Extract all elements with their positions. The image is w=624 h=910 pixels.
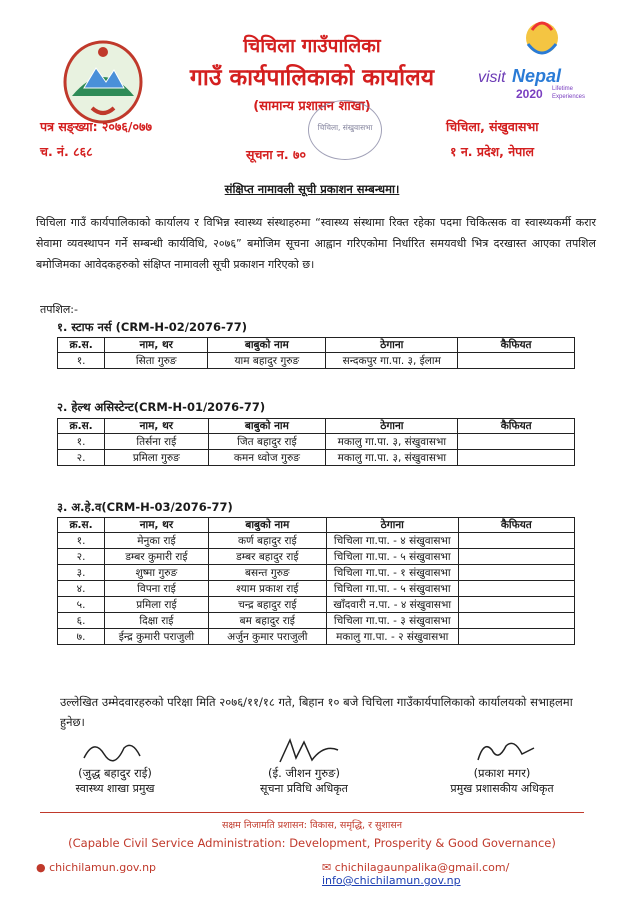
- cell-father: जित बहादुर राई: [208, 434, 326, 450]
- col-father: बाबुको नाम: [208, 338, 326, 353]
- table-row: [58, 450, 575, 466]
- col-father: बाबुको नाम: [208, 518, 326, 533]
- letter-number: पत्र सङ्ख्या: २०७६/०७७: [40, 119, 152, 134]
- cell-name: विपना राई: [105, 581, 209, 597]
- signature-3-title: प्रमुख प्रशासकीय अधिकृत: [450, 782, 554, 795]
- email-official[interactable]: info@chichilamun.gov.np: [322, 874, 461, 887]
- address-line1: चिचिला, संखुवासभा: [446, 119, 539, 134]
- section-3-title: ३. अ.हे.व(CRM-H-03/2076-77): [57, 500, 233, 514]
- cell-father: कमन ध्वोज गुरुङ: [208, 450, 326, 466]
- email-gmail[interactable]: chichilagaunpalika@gmail.com/: [334, 861, 510, 874]
- signature-3-name: (प्रकाश मगर): [473, 766, 531, 780]
- cell-remarks: [458, 597, 574, 613]
- table-row: [58, 565, 575, 581]
- col-address: ठेगाना: [326, 338, 458, 353]
- cell-address: चिचिला गा.पा. - ३ संखुवासभा: [326, 613, 458, 629]
- cell-name: तिर्सना राई: [105, 434, 208, 450]
- cell-sn: १.: [58, 533, 105, 549]
- signature-1-name: (जुद्ध बहादुर राई): [78, 766, 152, 780]
- cell-address: मकालु गा.पा. ३, संखुवासभा: [326, 450, 458, 466]
- table-row: [58, 613, 575, 629]
- cell-name: प्रमिला राई: [105, 597, 209, 613]
- col-name: नाम, थर: [105, 338, 208, 353]
- cell-father: चन्द्र बहादुर राई: [208, 597, 326, 613]
- notice-subject: संक्षिप्त नामावली सूची प्रकाशन सम्बन्धमा।: [224, 182, 400, 196]
- cell-father: डम्बर बहादुर राई: [208, 549, 326, 565]
- section-1-table: [57, 337, 575, 369]
- svg-text:2020: 2020: [516, 87, 543, 101]
- cell-name: सिता गुरुङ: [105, 353, 208, 369]
- stamp-text: चिचिला, संखुवासभा: [317, 123, 373, 132]
- office-branch: (सामान्य प्रशासन शाखा): [253, 99, 371, 114]
- cell-father: कर्ण बहादुर राई: [208, 533, 326, 549]
- col-sn: क्र.स.: [58, 338, 105, 353]
- table-header-row: [58, 518, 575, 533]
- signature-2-name: (ई. जीशन गुरुङ): [268, 766, 340, 780]
- table-row: [58, 533, 575, 549]
- cell-address: चिचिला गा.पा. - ५ संखुवासभा: [326, 549, 458, 565]
- notice-body: चिचिला गाउँ कार्यपालिकाको कार्यालय र विभिन्न स्वास्थ्य संस्थाहरुमा “स्वास्थ्य संस्थामा रिक्त रहेका पदमा चिकित्सक वा स्वास्थ्यकर्मी करार सेवामा व्यवस्थापन गर्ने सम्बन्धी कार्यविधि, २०७६” बमोजिम सूचना आह्वान गरिएकोमा निर्धारित समयवधी भित्र दरखास्त आएका तपशिल बमोजिमका आवेदकहरुको संक्षिप्त नामावली सूची प्रकाशन गरिएको छ।: [36, 216, 596, 271]
- svg-text:Nepal: Nepal: [512, 66, 562, 86]
- cell-remarks: [458, 533, 574, 549]
- table-row: [58, 353, 575, 369]
- cell-sn: ७.: [58, 629, 105, 645]
- dispatch-number: च. नं. ८६८: [40, 144, 93, 159]
- signature-scribble: [80, 736, 150, 766]
- cell-father: बसन्त गुरुङ: [208, 565, 326, 581]
- col-remarks: कैफियत: [458, 518, 574, 533]
- cell-remarks: [458, 565, 574, 581]
- cell-remarks: [458, 629, 574, 645]
- table-row: [58, 549, 575, 565]
- details-label: तपशिल:-: [40, 303, 78, 316]
- motto: सक्षम निजामति प्रशासन: विकास, समृद्धि, र सुशासन: [221, 820, 403, 831]
- cell-name: प्रमिला गुरुङ: [105, 450, 208, 466]
- section-3-table: [57, 517, 575, 645]
- cell-remarks: [458, 581, 574, 597]
- cell-remarks: [458, 549, 574, 565]
- col-name: नाम, थर: [105, 518, 209, 533]
- governance-line: (Capable Civil Service Administration: Development, Prosperity & Good Governance): [68, 836, 556, 850]
- cell-sn: २.: [58, 450, 105, 466]
- exam-notice: उल्लेखित उम्मेदवारहरुको परिक्षा मिति २०७६/११/१८ गते, बिहान १० बजे चिचिला गाउँकार्यपालिकाको कार्यालयको सभाहलमा हुनेछ।: [60, 695, 573, 729]
- signature-2-title: सूचना प्रविधि अधिकृत: [260, 782, 348, 795]
- cell-sn: ६.: [58, 613, 105, 629]
- cell-sn: १.: [58, 434, 105, 450]
- col-sn: क्र.स.: [58, 419, 105, 434]
- office-stamp: [308, 100, 382, 160]
- cell-name: ईन्द्र कुमारी पराजुली: [105, 629, 209, 645]
- col-address: ठेगाना: [326, 419, 458, 434]
- mail-icon: ✉: [322, 861, 332, 874]
- cell-address: चिचिला गा.पा. - ५ संखुवासभा: [326, 581, 458, 597]
- cell-address: चिचिला गा.पा. - ४ संखुवासभा: [326, 533, 458, 549]
- website-link[interactable]: chichilamun.gov.np: [49, 861, 157, 874]
- col-address: ठेगाना: [326, 518, 458, 533]
- section-1-title: १. स्टाफ नर्स (CRM-H-02/2076-77): [57, 320, 248, 334]
- cell-father: याम बहादुर गुरुङ: [208, 353, 326, 369]
- cell-father: श्याम प्रकाश राई: [208, 581, 326, 597]
- table-row: [58, 581, 575, 597]
- signature-1-title: स्वास्थ्य शाखा प्रमुख: [75, 782, 155, 795]
- signature-scribble: [472, 736, 542, 766]
- website: [36, 861, 156, 874]
- section-2-table: [57, 418, 575, 466]
- cell-name: मेनुका राई: [105, 533, 209, 549]
- notice-number: सूचना न. ७०: [246, 147, 306, 162]
- cell-name: शुष्मा गुरुङ: [105, 565, 209, 581]
- cell-sn: २.: [58, 549, 105, 565]
- office-name-line1: चिचिला गाउँपालिका: [243, 35, 381, 57]
- cell-sn: ५.: [58, 597, 105, 613]
- table-row: [58, 434, 575, 450]
- cell-remarks: [458, 434, 575, 450]
- svg-text:Lifetime: Lifetime: [552, 86, 574, 92]
- cell-name: डम्बर कुमारी राई: [105, 549, 209, 565]
- svg-text:visit: visit: [478, 69, 506, 86]
- cell-father: अर्जुन कुमार पराजुली: [208, 629, 326, 645]
- office-name-line2: गाउँ कार्यपालिकाको कार्यालय: [189, 65, 435, 91]
- cell-address: खाँदवारी न.पा. - ४ संखुवासभा: [326, 597, 458, 613]
- table-header-row: [58, 338, 575, 353]
- section-2-title: २. हेल्थ असिस्टेन्ट(CRM-H-01/2076-77): [57, 400, 266, 414]
- globe-icon: ●: [36, 861, 46, 874]
- cell-name: दिक्षा राई: [105, 613, 209, 629]
- cell-address: मकालु गा.पा. ३, संखुवासभा: [326, 434, 458, 450]
- cell-remarks: [458, 353, 575, 369]
- cell-father: बम बहादुर राई: [208, 613, 326, 629]
- email-contacts: [322, 861, 624, 887]
- cell-address: चिचिला गा.पा. - १ संखुवासभा: [326, 565, 458, 581]
- cell-sn: ४.: [58, 581, 105, 597]
- cell-remarks: [458, 450, 575, 466]
- col-sn: क्र.स.: [58, 518, 105, 533]
- col-father: बाबुको नाम: [208, 419, 326, 434]
- col-remarks: कैफियत: [458, 419, 575, 434]
- table-row: [58, 629, 575, 645]
- cell-remarks: [458, 613, 574, 629]
- cell-address: मकालु गा.पा. - २ संखुवासभा: [326, 629, 458, 645]
- svg-text:Experiences: Experiences: [552, 94, 586, 100]
- table-row: [58, 597, 575, 613]
- cell-sn: १.: [58, 353, 105, 369]
- cell-address: सन्दकपुर गा.पा. ३, ईलाम: [326, 353, 458, 369]
- address-line2: १ न. प्रदेश, नेपाल: [450, 144, 534, 159]
- footer-divider: [40, 812, 584, 813]
- table-header-row: [58, 419, 575, 434]
- col-remarks: कैफियत: [458, 338, 575, 353]
- signature-1: [50, 736, 180, 796]
- signature-scribble: [274, 736, 344, 766]
- signature-3: [432, 736, 572, 796]
- signature-2: [234, 736, 374, 796]
- cell-sn: ३.: [58, 565, 105, 581]
- col-name: नाम, थर: [105, 419, 208, 434]
